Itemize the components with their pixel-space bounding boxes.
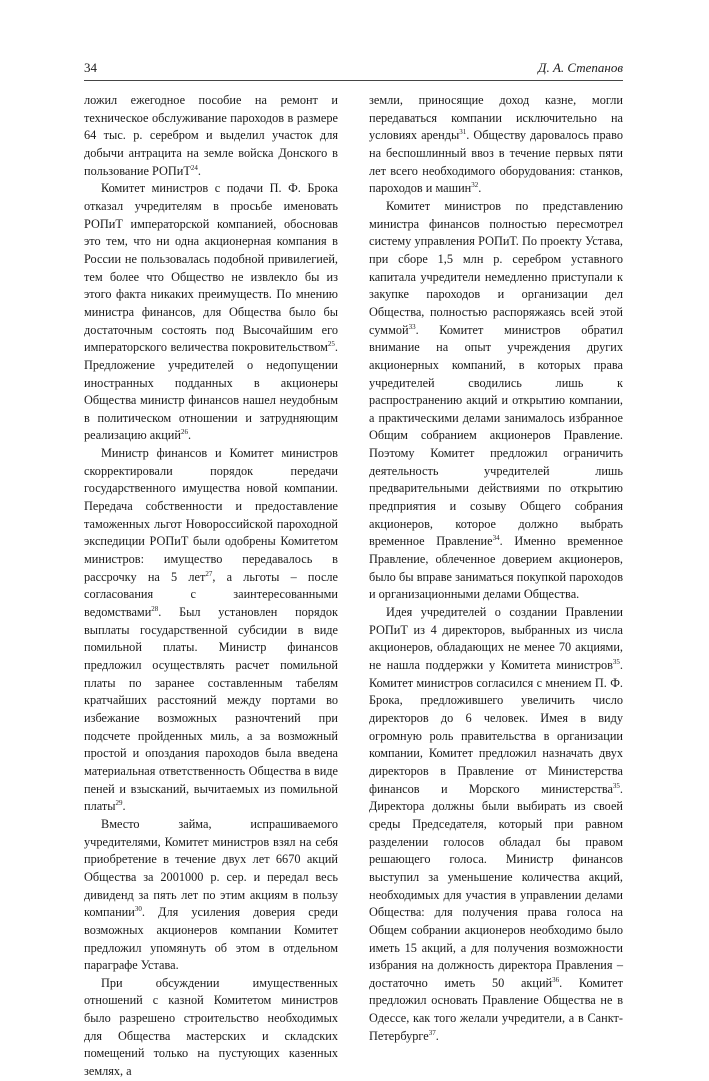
paragraph	[369, 92, 623, 198]
footnote-ref: 34	[492, 534, 500, 543]
paragraph-text: . Обществу даровалось право на беспошлинный ввоз в течение первых пяти лет всего необходимого оборудования: станков, пароходов и машин	[369, 128, 623, 196]
paragraph-text: .	[187, 428, 192, 443]
footnote-ref: 25	[327, 340, 335, 349]
footnote-ref: 35	[612, 658, 620, 666]
paragraph-text: . Для усиления доверия среди возможных акционеров компании Комитет предложил упомянуть об этом в отдельном параграфе Устава.	[84, 905, 338, 973]
paragraph-text: Идея учредителей о создании Правлении РОПиТ из 4 директоров, выбранных из числа акционеров, обладающих не менее 70 акциями, не нашла поддержки у Комитета министров	[369, 605, 623, 672]
paragraph-text: Вместо займа, испрашиваемого учредителями, Комитет министров взял на себя приобретение в течение двух лет 6670 акций Общества за 2001000 р. сер. и передал весь дивиденд за пять лет по этим акциям в пользу компании	[84, 816, 338, 920]
paragraph-text: земли, приносящие доход казне, могли передаваться компании исключительно на условиях аренды	[369, 93, 623, 143]
paragraph-text: , а льготы – после согласования с заинтересованными ведомствами	[84, 569, 339, 620]
paragraph	[84, 445, 338, 816]
footnote-ref: 30	[134, 905, 142, 914]
footnote-ref: 29	[115, 799, 123, 808]
paragraph-text: . Был установлен порядок выплаты государственной субсидии в виде помильной платы. Министр финансов предложил осуществлять расчет помильной платы по заранее составленным табелям кратчайших расстояний между портами во избежание возможных разночтений при подсчете пройденных миль, а за возможный простой и опоздания пароходов была введена материальная ответственность Общества в виде пеней и взысканий, вычитаемых из помильной платы	[84, 605, 338, 814]
paragraph	[84, 92, 338, 180]
page-number: 34	[84, 60, 97, 75]
paragraph-text: . Предложение учредителей о недопущении иностранных подданных в акционеры Общества министр финансов нашел неудобным в политическом отношении и затрудняющим реализацию акций	[84, 340, 338, 443]
paragraph-text: . Комитет министров согласился с мнением П. Ф. Брока, предложившего увеличить число директоров до 6 человек. Имея в виду огромную роль правительства в организации компании, Комитет предложил назначать двух директоров в Правление от Министерства финансов и Морского министерства	[369, 658, 623, 796]
footnote-ref: 35	[612, 781, 620, 790]
page-header	[84, 58, 623, 81]
footnote-ref: 24	[190, 163, 198, 172]
paragraph	[369, 198, 623, 604]
paragraph	[369, 604, 623, 1045]
paragraph-text: .	[122, 799, 126, 814]
paragraph-text: .	[435, 1028, 439, 1043]
paragraph-text: .	[197, 163, 201, 178]
paragraph-text: Комитет министров по представлению министра финансов полностью пересмотрел систему управления РОПиТ. По проекту Устава, при сборе 1,5 млн р. серебром уставного капитала учредители немедленно приступали к закупке пароходов и организации дел Общества, полностью распоряжаясь всей этой суммой	[369, 198, 623, 337]
footnote-ref: 28	[151, 605, 159, 614]
footnote-ref: 36	[552, 975, 560, 984]
paragraph-text: Комитет министров с подачи П. Ф. Брока отказал учредителям в просьбе именовать РОПиТ императорской компанией, обосновав это тем, что ни одна акционерная компания в России не пользовалась подобной привилегией, тем более что Общество не извлекло бы из этого факта никаких преимуществ. По мнению министра финансов, для Общества было бы достаточным состоять под Высочайшим его императорского величества покровительством	[84, 181, 338, 355]
running-head-author: Д. А. Степанов	[538, 60, 623, 75]
paragraph-text: Министр финансов и Комитет министров скорректировали порядок передачи государственного имущества новой компании. Передача собственности и предоставление таможенных льгот Новороссийской пароходной экспедиции РОПиТ были одобрены Комитетом министров: имущество передавалось в рассрочку на 5 лет	[84, 446, 338, 584]
paragraph	[84, 180, 338, 445]
paragraph	[84, 975, 338, 1081]
paragraph-text: . Именно временное Правление, облеченное доверием акционеров, было бы вправе заниматься покупкой пароходов и организационными делами Общества.	[369, 534, 623, 602]
footnote-ref: 32	[471, 181, 479, 190]
paragraph-text: . Директора должны были выбирать из своей среды Председателя, который при равном разделении голосов обладал бы правом решающего голоса. Министр финансов выступил за уменьшение количества акций, необходимых для участия в управлении делами Общества: для получения права голоса на Общем собрании акционеров необходимо было иметь 15 акций, а для получения возможности избрания на должность директора Правления – достаточно иметь 50 акций	[369, 781, 623, 990]
paragraph-text: При обсуждении имущественных отношений с казной Комитетом министров было разрешено строительство необходимых для Общества мастерских и складских помещений только на пустующих казенных землях, а	[84, 975, 338, 1079]
paragraph-text: ложил ежегодное пособие на ремонт и техническое обслуживание пароходов в размере 64 тыс. р. серебром и выделил участок для добычи антрацита на земле войска Донского в пользование РОПиТ	[84, 93, 338, 178]
footnote-ref: 26	[180, 428, 188, 437]
paragraph	[84, 816, 338, 975]
paragraph-text: .	[478, 181, 482, 196]
paragraph-text: . Комитет предложил основать Правление Общества не в Одессе, как того желали учредители, а в Санкт-Петербурге	[369, 975, 623, 1043]
footnote-ref: 27	[205, 569, 213, 578]
footnote-ref: 31	[459, 128, 467, 137]
text-column-left	[84, 92, 338, 1081]
paragraph-text: . Комитет министров обратил внимание на опыт учреждения других акционерных компаний, в которых права учредителей сводились лишь к распространению акций и открытию компании, а практическими делами занималось избранное Общим собранием акционеров Правление. Поэтому Комитет предложил ограничить деятельность учредителей лишь предварительными действиями по открытию предприятия и созыву Общего собрания акционеров, которое должно выбрать временное Правление	[369, 322, 623, 549]
footnote-ref: 33	[408, 322, 416, 331]
footnote-ref: 37	[428, 1028, 436, 1037]
text-column-right	[369, 92, 623, 1045]
